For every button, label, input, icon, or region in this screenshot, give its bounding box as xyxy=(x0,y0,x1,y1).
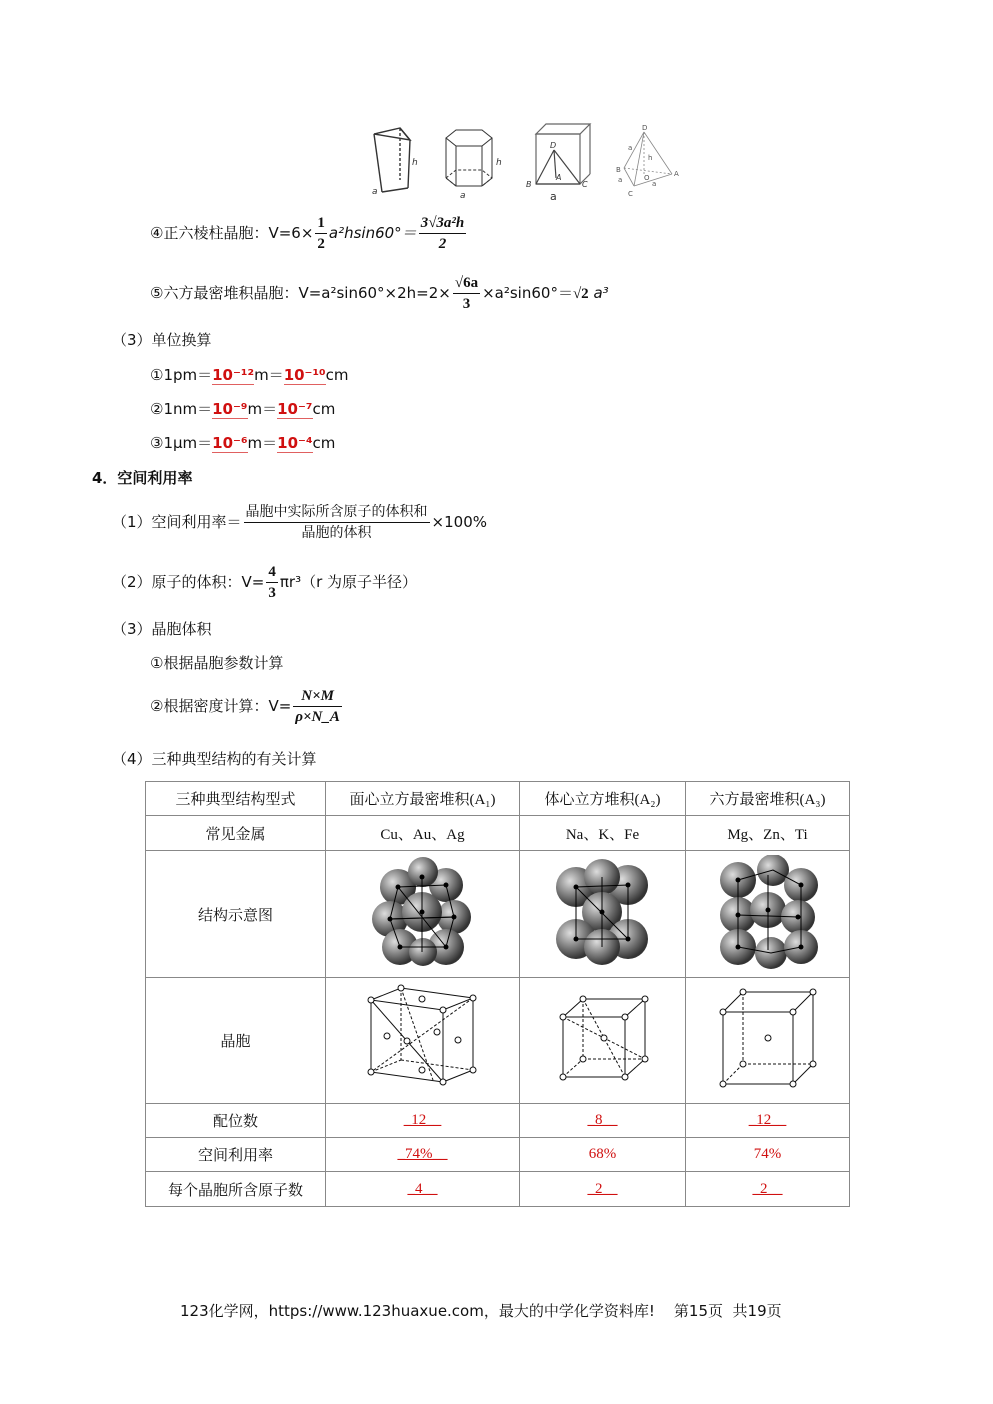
coord-fcc: _12__ xyxy=(326,1104,520,1138)
atoms-bcc: _2__ xyxy=(520,1172,686,1207)
fig3-B: B xyxy=(526,180,532,189)
atom-volume-formula: （2）原子的体积：V= $\frac{4}{3}$ πr³（r 为原子半径） xyxy=(112,564,418,601)
conversion-um: ③1μm＝10⁻⁶m＝10⁻⁴cm xyxy=(150,434,336,452)
item4-mid: a²hsin60°＝ xyxy=(328,224,417,242)
fig1-h: h xyxy=(412,158,418,168)
density-formula: ②根据密度计算：V= $\frac{N\times M}{\rho\times N\_A}$ xyxy=(150,688,340,725)
item5-frac: $\frac{√6a}{3}$ xyxy=(454,275,479,312)
cell-param-method: ①根据晶胞参数计算 xyxy=(150,654,284,672)
cell-fcc xyxy=(326,978,520,1104)
item4-frac: $\frac{1}{2}$ xyxy=(317,215,325,252)
utilization-formula: （1）空间利用率＝ $\frac{\text{晶胞中实际所含原子的体积和}}{\text{晶胞的体积}}$ ×100% xyxy=(112,504,487,541)
fig4-h: h xyxy=(648,154,653,162)
header-fcc: 面心立方最密堆积(A₁) xyxy=(326,782,520,816)
bcc-packing-image xyxy=(548,857,658,967)
fig4-D: D xyxy=(642,124,648,132)
struct-hcp xyxy=(686,851,850,978)
top-figures xyxy=(360,120,700,202)
fig3-A: A xyxy=(556,173,562,182)
coord-hcp: _12__ xyxy=(686,1104,850,1138)
fig4-C: C xyxy=(628,190,633,198)
util-bcc: 68% xyxy=(520,1138,686,1172)
hcp-volume xyxy=(150,273,609,314)
three-structures-heading: （4）三种典型结构的有关计算 xyxy=(112,750,317,768)
item5-res: √2 xyxy=(572,286,589,302)
fig3-D: D xyxy=(550,141,557,150)
coord-bcc: _8__ xyxy=(520,1104,686,1138)
hexagonal-prism-figure xyxy=(446,130,492,186)
space-utilization-heading: 4．空间利用率 xyxy=(92,469,193,487)
bcc-unit-cell-image xyxy=(553,989,653,1089)
header-hcp: 六方最密堆积(A₃) xyxy=(686,782,850,816)
cell-volume-heading: （3）晶胞体积 xyxy=(112,620,212,638)
fig4-a3: a xyxy=(652,180,657,188)
fig4-B: B xyxy=(616,166,621,174)
metals-hcp: Mg、Zn、Ti xyxy=(686,816,850,851)
metals-fcc: Cu、Au、Ag xyxy=(326,816,520,851)
structure-table xyxy=(145,781,850,1207)
header-type: 三种典型结构型式 xyxy=(146,782,326,816)
fcc-packing-image xyxy=(368,857,478,967)
hex-prism-volume xyxy=(150,213,468,254)
fig4-O: O xyxy=(644,174,650,182)
atoms-hcp: _2__ xyxy=(686,1172,850,1207)
util-fcc: _74%__ xyxy=(326,1138,520,1172)
fig3-a: a xyxy=(550,190,557,202)
conversion-pm: ①1pm＝10⁻¹²m＝10⁻¹⁰cm xyxy=(150,366,349,384)
fig4-a2: a xyxy=(618,176,623,184)
cell-bcc xyxy=(520,978,686,1104)
fig2-h: h xyxy=(496,158,502,168)
struct-fcc xyxy=(326,851,520,978)
item4-result: $\frac{\text{3√3a²h}}{2}$ xyxy=(420,215,465,252)
cube-tetrahedron-figure xyxy=(536,124,590,184)
item5-mid: ×a²sin60°＝ xyxy=(482,284,573,302)
coord-label: 配位数 xyxy=(146,1104,326,1138)
atoms-label: 每个晶胞所含原子数 xyxy=(146,1172,326,1207)
struct-label: 结构示意图 xyxy=(146,851,326,978)
triangular-prism-figure xyxy=(374,128,410,192)
cell-hcp xyxy=(686,978,850,1104)
metals-bcc: Na、K、Fe xyxy=(520,816,686,851)
unit-conversion-heading: （3）单位换算 xyxy=(112,331,212,349)
fig2-a: a xyxy=(460,191,466,201)
util-label: 空间利用率 xyxy=(146,1138,326,1172)
fig4-A: A xyxy=(674,170,679,178)
header-bcc: 体心立方堆积(A₂) xyxy=(520,782,686,816)
item4-prefix: ④正六棱柱晶胞：V=6× xyxy=(150,224,314,242)
hcp-unit-cell-image xyxy=(713,984,823,1094)
fig3-C: C xyxy=(582,180,588,189)
page-footer: 123化学网，https://www.123huaxue.com，最大的中学化学资料库! 第15页 共19页 xyxy=(180,1302,782,1320)
fig1-a: a xyxy=(372,187,378,197)
conversion-nm: ②1nm＝10⁻⁹m＝10⁻⁷cm xyxy=(150,400,336,418)
cell-label: 晶胞 xyxy=(146,978,326,1104)
fcc-unit-cell-image xyxy=(363,980,483,1098)
hcp-packing-image xyxy=(713,855,823,970)
item5-prefix: ⑤六方最密堆积晶胞：V=a²sin60°×2h=2× xyxy=(150,284,451,302)
fig4-a1: a xyxy=(628,144,633,152)
metals-label: 常见金属 xyxy=(146,816,326,851)
item5-tail: a³ xyxy=(593,284,609,302)
util-hcp: 74% xyxy=(686,1138,850,1172)
struct-bcc xyxy=(520,851,686,978)
atoms-fcc: _4__ xyxy=(326,1172,520,1207)
